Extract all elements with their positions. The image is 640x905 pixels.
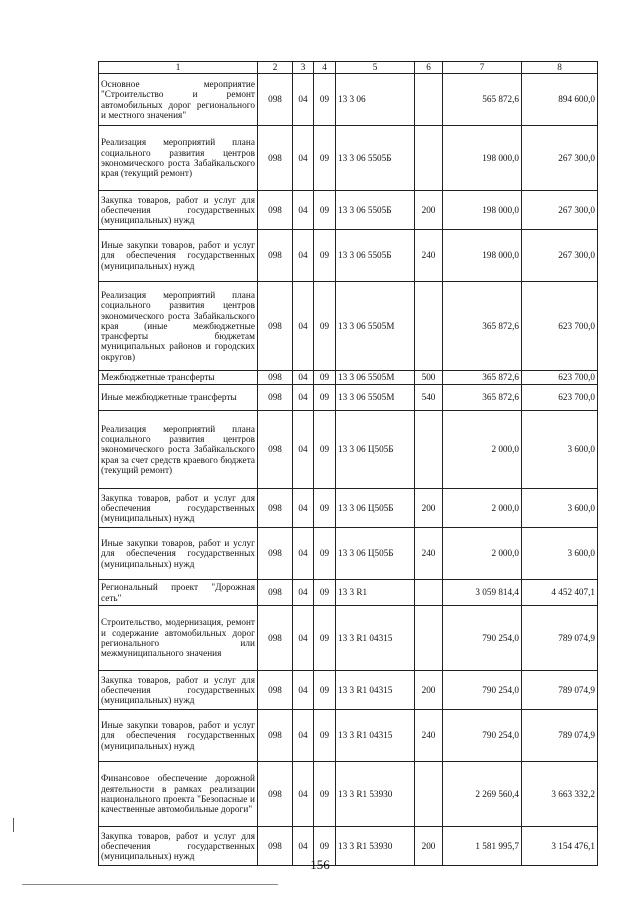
- row-name: Закупка товаров, работ и услуг для обеспечения государственных (муниципальных) нужд: [99, 191, 258, 230]
- row-expense-type: [415, 126, 443, 191]
- row-expense-type: 240: [415, 230, 443, 282]
- row-admin-code: 098: [258, 411, 293, 489]
- row-name: Иные закупки товаров, работ и услуг для обеспечения государственных (муниципальных) нужд: [99, 528, 258, 580]
- row-section: 04: [293, 191, 314, 230]
- row-expense-type: 540: [415, 385, 443, 411]
- row-expense-type: [415, 411, 443, 489]
- table-row: [99, 489, 598, 528]
- table-row: [99, 762, 598, 827]
- table-row: [99, 191, 598, 230]
- table-row: [99, 74, 598, 126]
- table-row: [99, 282, 598, 371]
- row-name: Региональный проект "Дорожная сеть": [99, 580, 258, 606]
- row-name: Иные закупки товаров, работ и услуг для обеспечения государственных (муниципальных) нужд: [99, 230, 258, 282]
- row-subsection: 09: [314, 371, 336, 385]
- row-section: 04: [293, 385, 314, 411]
- row-section: 04: [293, 827, 314, 866]
- row-admin-code: 098: [258, 606, 293, 671]
- col-header-7: 7: [443, 62, 522, 74]
- row-admin-code: 098: [258, 126, 293, 191]
- row-name: Реализация мероприятий плана социального развития центров экономического роста Забайкальского края (иные межбюджетные трансферты бюджетам муниципальных районов и городских округов): [99, 282, 258, 371]
- row-expense-type: 240: [415, 528, 443, 580]
- row-amount-year2: 267 300,0: [522, 191, 598, 230]
- row-amount-year2: 623 700,0: [522, 371, 598, 385]
- row-amount-year2: 4 452 407,1: [522, 580, 598, 606]
- row-target-article: 13 3 R1 04315: [336, 606, 415, 671]
- row-target-article: 13 3 06 Ц505Б: [336, 489, 415, 528]
- row-amount-year2: 3 600,0: [522, 411, 598, 489]
- row-amount-year1: 198 000,0: [443, 191, 522, 230]
- row-subsection: 09: [314, 385, 336, 411]
- row-name: Межбюджетные трансферты: [99, 371, 258, 385]
- row-subsection: 09: [314, 191, 336, 230]
- row-admin-code: 098: [258, 580, 293, 606]
- row-subsection: 09: [314, 489, 336, 528]
- row-target-article: 13 3 06 5505Б: [336, 126, 415, 191]
- row-amount-year2: 894 600,0: [522, 74, 598, 126]
- row-target-article: 13 3 R1: [336, 580, 415, 606]
- row-amount-year2: 789 074,9: [522, 671, 598, 710]
- table-row: [99, 385, 598, 411]
- row-expense-type: [415, 74, 443, 126]
- col-header-5: 5: [336, 62, 415, 74]
- row-subsection: 09: [314, 282, 336, 371]
- row-section: 04: [293, 371, 314, 385]
- budget-table: [98, 61, 598, 866]
- row-amount-year1: 3 059 814,4: [443, 580, 522, 606]
- row-amount-year1: 365 872,6: [443, 371, 522, 385]
- row-amount-year2: 623 700,0: [522, 385, 598, 411]
- row-name: Иные межбюджетные трансферты: [99, 385, 258, 411]
- row-subsection: 09: [314, 580, 336, 606]
- row-subsection: 09: [314, 762, 336, 827]
- row-expense-type: 200: [415, 671, 443, 710]
- row-section: 04: [293, 528, 314, 580]
- row-section: 04: [293, 762, 314, 827]
- row-amount-year2: 789 074,9: [522, 710, 598, 762]
- row-name: Реализация мероприятий плана социального развития центров экономического роста Забайкальского края (текущий ремонт): [99, 126, 258, 191]
- row-target-article: 13 3 06 5505Б: [336, 191, 415, 230]
- row-target-article: 13 3 R1 04315: [336, 671, 415, 710]
- row-amount-year2: 3 663 332,2: [522, 762, 598, 827]
- row-expense-type: 200: [415, 191, 443, 230]
- page-number: 156: [310, 857, 330, 872]
- table-row: [99, 528, 598, 580]
- row-name: Строительство, модернизация, ремонт и содержание автомобильных дорог регионального или межмуниципального значения: [99, 606, 258, 671]
- row-amount-year2: 267 300,0: [522, 126, 598, 191]
- header-row: [99, 62, 598, 74]
- col-header-6: 6: [415, 62, 443, 74]
- row-target-article: 13 3 06 5505М: [336, 371, 415, 385]
- row-amount-year1: 2 000,0: [443, 489, 522, 528]
- row-subsection: 09: [314, 671, 336, 710]
- row-admin-code: 098: [258, 74, 293, 126]
- row-admin-code: 098: [258, 528, 293, 580]
- row-amount-year1: 198 000,0: [443, 126, 522, 191]
- row-amount-year1: 1 581 995,7: [443, 827, 522, 866]
- row-amount-year1: 790 254,0: [443, 710, 522, 762]
- table-row: [99, 411, 598, 489]
- row-amount-year2: 623 700,0: [522, 282, 598, 371]
- row-section: 04: [293, 671, 314, 710]
- row-name: Закупка товаров, работ и услуг для обеспечения государственных (муниципальных) нужд: [99, 671, 258, 710]
- row-target-article: 13 3 06 Ц505Б: [336, 411, 415, 489]
- table-row: [99, 710, 598, 762]
- row-expense-type: [415, 282, 443, 371]
- row-amount-year2: 3 600,0: [522, 528, 598, 580]
- row-subsection: 09: [314, 230, 336, 282]
- row-amount-year2: 267 300,0: [522, 230, 598, 282]
- row-target-article: 13 3 R1 04315: [336, 710, 415, 762]
- row-admin-code: 098: [258, 827, 293, 866]
- row-expense-type: 200: [415, 489, 443, 528]
- row-subsection: 09: [314, 74, 336, 126]
- row-amount-year1: 2 000,0: [443, 528, 522, 580]
- row-section: 04: [293, 606, 314, 671]
- row-amount-year1: 790 254,0: [443, 671, 522, 710]
- table-row: [99, 126, 598, 191]
- table-row: [99, 671, 598, 710]
- row-admin-code: 098: [258, 710, 293, 762]
- row-expense-type: 240: [415, 710, 443, 762]
- row-section: 04: [293, 230, 314, 282]
- col-header-3: 3: [293, 62, 314, 74]
- row-name: Закупка товаров, работ и услуг для обеспечения государственных (муниципальных) нужд: [99, 489, 258, 528]
- row-target-article: 13 3 06: [336, 74, 415, 126]
- row-admin-code: 098: [258, 385, 293, 411]
- row-admin-code: 098: [258, 230, 293, 282]
- footer-rule: [22, 884, 278, 885]
- row-target-article: 13 3 06 5505М: [336, 282, 415, 371]
- row-subsection: 09: [314, 528, 336, 580]
- row-subsection: 09: [314, 606, 336, 671]
- scan-mark: [13, 818, 14, 832]
- row-name: Основное мероприятие "Строительство и ремонт автомобильных дорог регионального и местного значения": [99, 74, 258, 126]
- table-row: [99, 371, 598, 385]
- row-amount-year1: 2 000,0: [443, 411, 522, 489]
- row-expense-type: [415, 606, 443, 671]
- table-row: [99, 606, 598, 671]
- row-section: 04: [293, 580, 314, 606]
- row-target-article: 13 3 06 Ц505Б: [336, 528, 415, 580]
- row-subsection: 09: [314, 411, 336, 489]
- row-target-article: 13 3 06 5505Б: [336, 230, 415, 282]
- row-amount-year2: 3 154 476,1: [522, 827, 598, 866]
- row-expense-type: [415, 580, 443, 606]
- row-subsection: 09: [314, 710, 336, 762]
- col-header-8: 8: [522, 62, 598, 74]
- row-target-article: 13 3 R1 53930: [336, 762, 415, 827]
- row-expense-type: [415, 762, 443, 827]
- row-subsection: 09: [314, 827, 336, 866]
- row-name: Иные закупки товаров, работ и услуг для обеспечения государственных (муниципальных) нужд: [99, 710, 258, 762]
- row-amount-year2: 3 600,0: [522, 489, 598, 528]
- row-name: Финансовое обеспечение дорожной деятельности в рамках реализации национального проекта "Безопасные и качественные автомобильные дороги": [99, 762, 258, 827]
- row-subsection: 09: [314, 126, 336, 191]
- row-amount-year1: 365 872,6: [443, 282, 522, 371]
- row-name: Реализация мероприятий плана социального развития центров экономического роста Забайкальского края за счет средств краевого бюджета (текущий ремонт): [99, 411, 258, 489]
- table-row: [99, 580, 598, 606]
- row-admin-code: 098: [258, 671, 293, 710]
- col-header-1: 1: [99, 62, 258, 74]
- row-admin-code: 098: [258, 762, 293, 827]
- row-section: 04: [293, 489, 314, 528]
- col-header-2: 2: [258, 62, 293, 74]
- row-amount-year1: 790 254,0: [443, 606, 522, 671]
- row-target-article: 13 3 06 5505М: [336, 385, 415, 411]
- row-admin-code: 098: [258, 191, 293, 230]
- row-expense-type: 200: [415, 827, 443, 866]
- table-row: [99, 230, 598, 282]
- row-expense-type: 500: [415, 371, 443, 385]
- row-section: 04: [293, 710, 314, 762]
- row-amount-year1: 198 000,0: [443, 230, 522, 282]
- row-admin-code: 098: [258, 282, 293, 371]
- row-section: 04: [293, 411, 314, 489]
- row-name: Закупка товаров, работ и услуг для обеспечения государственных (муниципальных) нужд: [99, 827, 258, 866]
- row-admin-code: 098: [258, 489, 293, 528]
- row-admin-code: 098: [258, 371, 293, 385]
- row-section: 04: [293, 126, 314, 191]
- row-amount-year1: 2 269 560,4: [443, 762, 522, 827]
- col-header-4: 4: [314, 62, 336, 74]
- row-amount-year1: 565 872,6: [443, 74, 522, 126]
- row-section: 04: [293, 74, 314, 126]
- row-amount-year2: 789 074,9: [522, 606, 598, 671]
- row-section: 04: [293, 282, 314, 371]
- table-body: [99, 74, 598, 866]
- row-target-article: 13 3 R1 53930: [336, 827, 415, 866]
- row-amount-year1: 365 872,6: [443, 385, 522, 411]
